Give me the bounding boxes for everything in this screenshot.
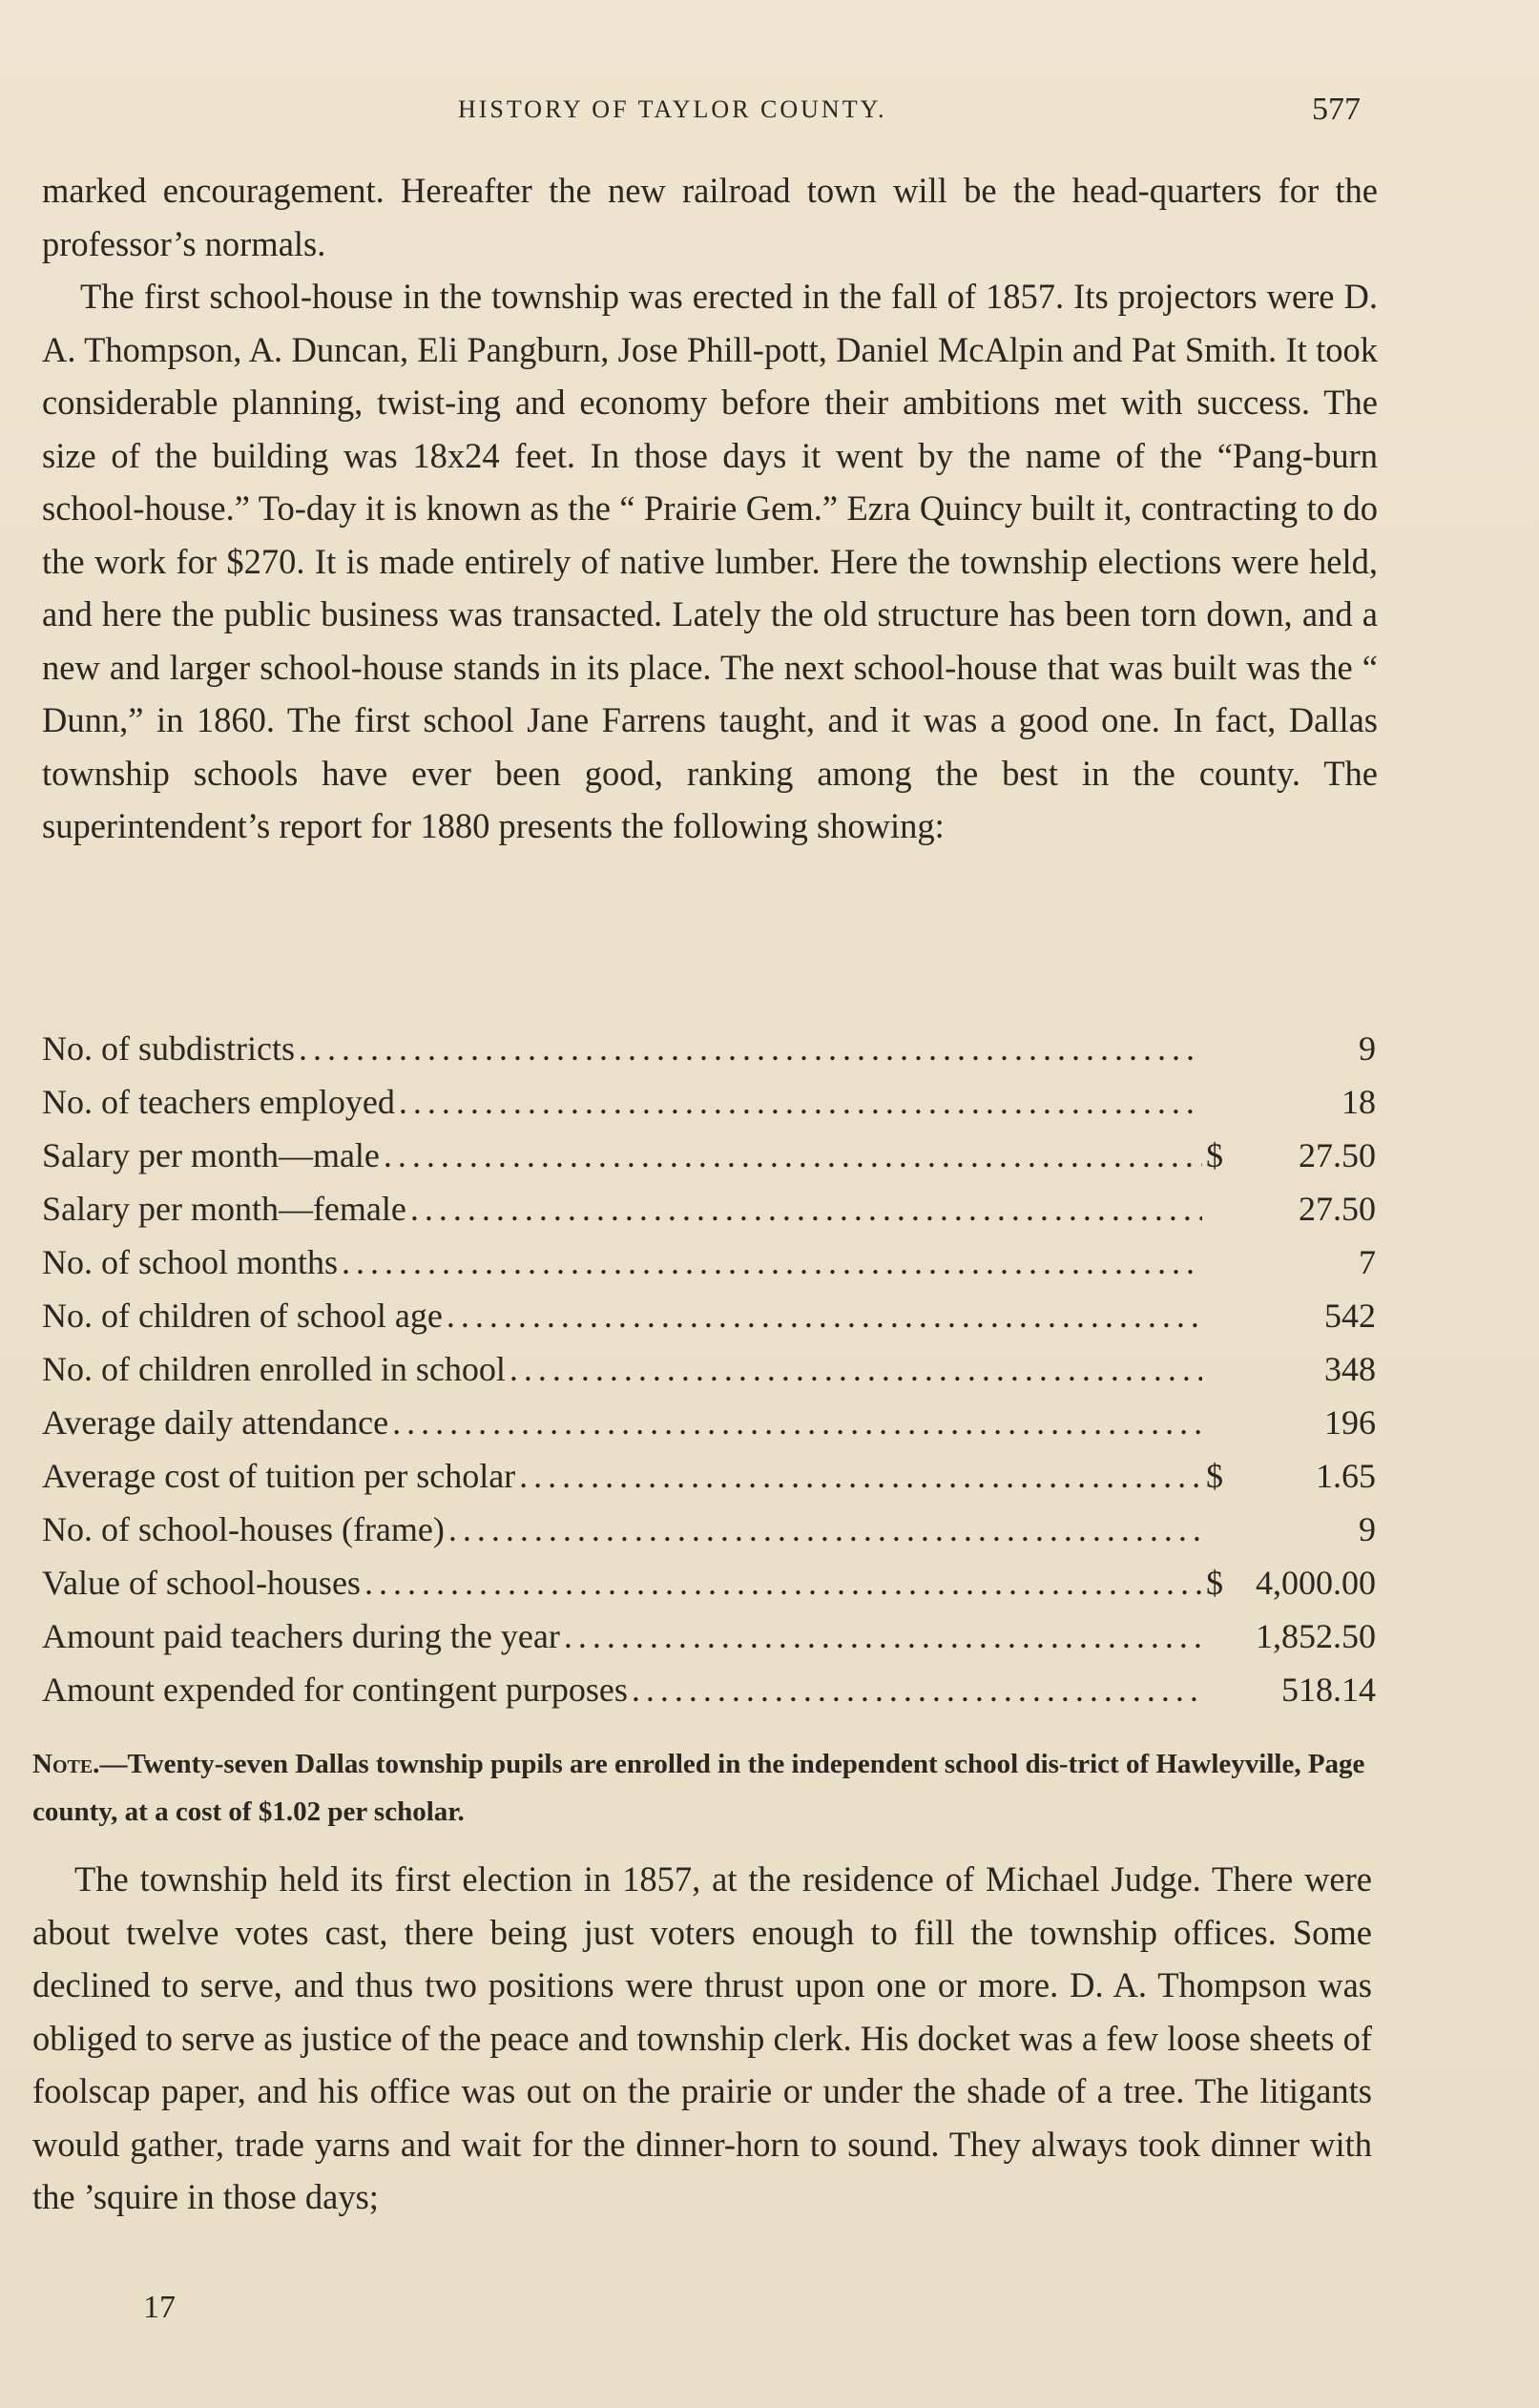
table-row <box>42 1349 1376 1402</box>
dot-leader <box>448 1509 1202 1549</box>
intro-text <box>42 164 1378 853</box>
running-header <box>0 92 1539 130</box>
stat-value: 518.14 <box>1281 1671 1376 1709</box>
stat-currency: $ <box>1206 1136 1223 1174</box>
table-row <box>42 1189 1376 1242</box>
paragraph: The first school-house in the township was erected in the fall of 1857. Its projectors were D. A. Thompson, A. Duncan, Eli Pangburn, Jose Phill-pott, Daniel McAlpin and Pat Smith. It took considerable planning, twist-ing and economy before their ambitions met with success. The size of the building was 18x24 feet. In those days it went by the name of the “Pang-burn school-house.” To-day it is known as the “ Prairie Gem.” Ezra Quincy built it, contracting to do the work for $270. It is made entirely of native lumber. Here the township elections were held, and here the public business was transacted. Lately the old structure has been torn down, and a new and larger school-house stands in its place. The next school-house that was built was the “ Dunn,” in 1860. The first school Jane Farrens taught, and it was a good one. In fact, Dallas township schools have ever been good, ranking among the best in the county. The superintendent’s report for 1880 presents the following showing: <box>42 277 1378 845</box>
stat-label: Average cost of tuition per scholar <box>42 1457 516 1495</box>
stat-value: 1,852.50 <box>1256 1617 1376 1655</box>
closing-text <box>32 1853 1372 2224</box>
dot-leader <box>410 1189 1202 1229</box>
dot-leader <box>384 1135 1202 1175</box>
dot-leader <box>447 1296 1202 1336</box>
table-row <box>42 1456 1376 1509</box>
table-row <box>42 1242 1376 1296</box>
dot-leader <box>564 1616 1202 1656</box>
paragraph: The township held its first election in 1857, at the residence of Michael Judge. There were about twelve votes cast, there being just voters enough to fill the township offices. Some declined to serve, and thus two positions were thrust upon one or more. D. A. Thompson was obliged to serve as justice of the peace and township clerk. His docket was a few loose sheets of foolscap paper, and his office was out on the prairie or under the shade of a tree. The litigants would gather, trade yarns and wait for the dinner-horn to sound. They always took dinner with the ’squire in those days; <box>32 1859 1372 2216</box>
footnote <box>32 1740 1368 1836</box>
table-row <box>42 1563 1376 1616</box>
table-row <box>42 1509 1376 1563</box>
table-row <box>42 1296 1376 1349</box>
table-row <box>42 1082 1376 1135</box>
page-number: 577 <box>1312 92 1361 127</box>
stat-value: 18 <box>1341 1083 1376 1121</box>
stat-label: Salary per month—female <box>42 1190 406 1228</box>
stat-label: Average daily attendance <box>42 1403 389 1442</box>
stat-label: Value of school-houses <box>42 1564 361 1602</box>
stat-value: 27.50 <box>1299 1136 1376 1174</box>
stat-label: Amount paid teachers during the year <box>42 1617 560 1655</box>
stat-value: 9 <box>1359 1029 1376 1068</box>
stat-label: Salary per month—male <box>42 1136 380 1174</box>
table-row <box>42 1135 1376 1189</box>
school-statistics-table <box>42 1028 1376 1723</box>
dot-leader <box>399 1082 1202 1122</box>
stat-value: 196 <box>1324 1403 1376 1442</box>
stat-label: No. of children of school age <box>42 1297 443 1335</box>
signature-mark: 17 <box>143 2290 176 2325</box>
dot-leader <box>364 1563 1202 1603</box>
stat-value: 1.65 <box>1316 1457 1376 1495</box>
stat-label: No. of school months <box>42 1243 338 1281</box>
dot-leader <box>392 1402 1202 1443</box>
stat-value: 4,000.00 <box>1256 1564 1376 1602</box>
dot-leader <box>299 1028 1202 1069</box>
table-row <box>42 1402 1376 1456</box>
stat-currency: $ <box>1206 1564 1223 1602</box>
stat-label: No. of teachers employed <box>42 1083 395 1121</box>
dot-leader <box>510 1349 1202 1389</box>
dot-leader <box>632 1670 1202 1710</box>
stat-label: No. of school-houses (frame) <box>42 1510 445 1548</box>
stat-label: No. of children enrolled in school <box>42 1350 506 1388</box>
note-label: Note. <box>32 1749 100 1779</box>
dot-leader <box>519 1456 1202 1496</box>
stat-label: No. of subdistricts <box>42 1029 295 1068</box>
table-row <box>42 1670 1376 1723</box>
header-title: HISTORY OF TAYLOR COUNTY. <box>458 95 887 123</box>
table-row <box>42 1028 1376 1082</box>
note-text: —Twenty-seven Dallas township pupils are enrolled in the independent school dis-trict of Hawleyville, Page county, at a cost of $1.02 per scholar. <box>32 1749 1365 1827</box>
paragraph: marked encouragement. Hereafter the new railroad town will be the head-quarters for the professor’s normals. <box>42 171 1378 263</box>
table-row <box>42 1616 1376 1670</box>
dot-leader <box>342 1242 1202 1282</box>
stat-currency: $ <box>1206 1457 1223 1495</box>
stat-label: Amount expended for contingent purposes <box>42 1671 628 1709</box>
stat-value: 27.50 <box>1299 1190 1376 1228</box>
stat-value: 9 <box>1359 1510 1376 1548</box>
stat-value: 348 <box>1324 1350 1376 1388</box>
stat-value: 542 <box>1324 1297 1376 1335</box>
stat-value: 7 <box>1359 1243 1376 1281</box>
